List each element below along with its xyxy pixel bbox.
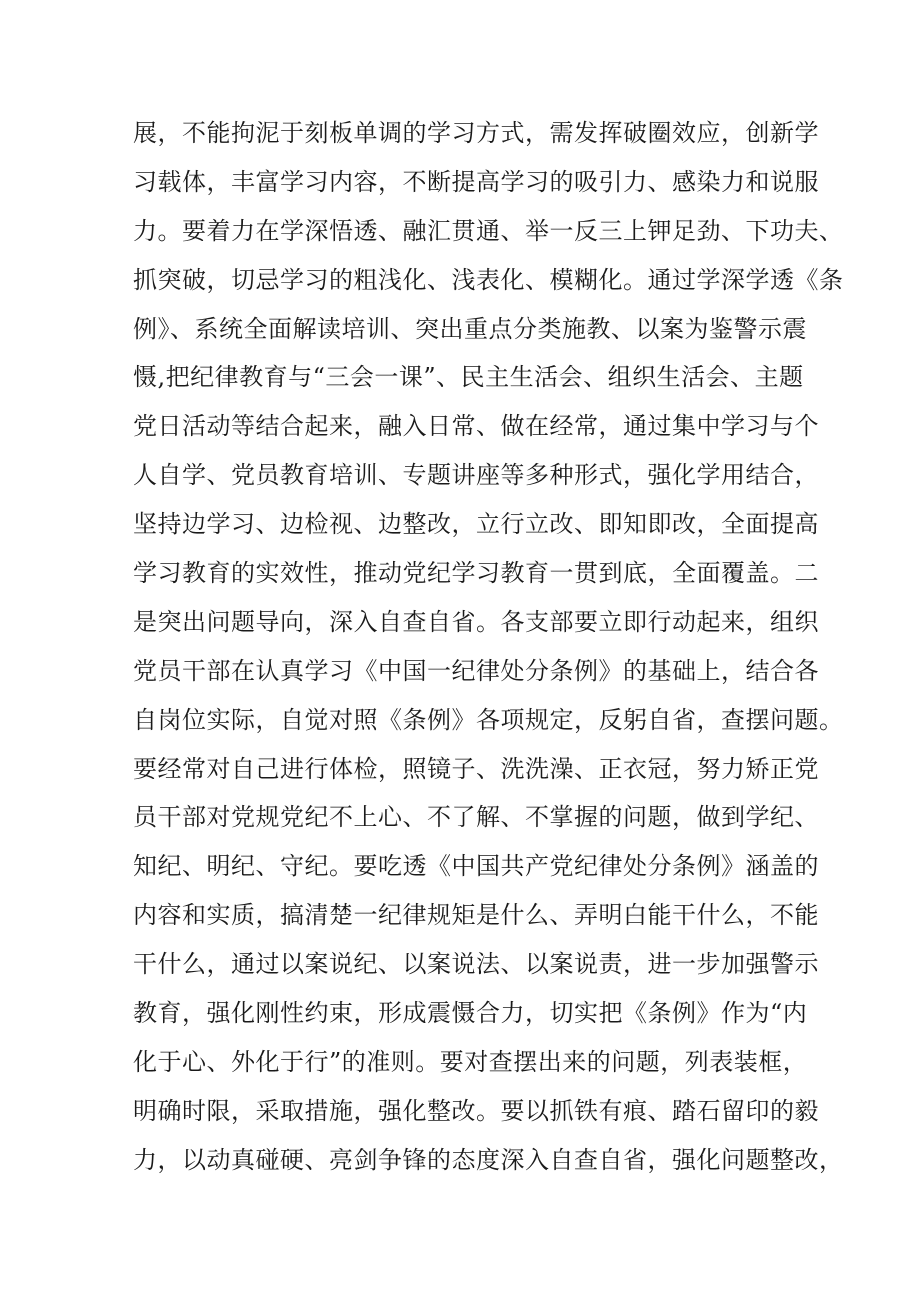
text-line: 内容和实质，搞清楚一纪律规矩是什么、弄明白能干什么，不能 — [133, 901, 819, 930]
text-line: 慑,把纪律教育与“三会一课”、民主生活会、组织生活会、主题 — [133, 363, 804, 392]
text-line: 自岗位实际，自觉对照《条例》各项规定，反躬自省，查摆问题。 — [133, 705, 844, 734]
text-line: 学习教育的实效性，推动党纪学习教育一贯到底，全面覆盖。二 — [133, 559, 819, 588]
text-line: 抓突破，切忌学习的粗浅化、浅表化、模糊化。通过学深学透《条 — [133, 265, 844, 294]
text-line: 是突出问题导向，深入自查自省。各支部要立即行动起来，组织 — [133, 607, 819, 636]
text-line: 员干部对党规党纪不上心、不了解、不掌握的问题，做到学纪、 — [133, 803, 819, 832]
text-line: 习载体，丰富学习内容，不断提高学习的吸引力、感染力和说服 — [133, 167, 819, 196]
text-line: 例》、系统全面解读培训、突出重点分类施教、以案为鉴警示震 — [133, 314, 807, 343]
text-line: 力，以动真碰硬、亮剑争锋的态度深入自查自省，强化问题整改， — [133, 1145, 844, 1174]
text-line: 力。要着力在学深悟透、融汇贯通、举一反三上钾足劲、下功夫、 — [133, 216, 844, 245]
text-line: 党日活动等结合起来，融入日常、做在经常，通过集中学习与个 — [133, 412, 819, 441]
body-text — [133, 109, 844, 1185]
text-line: 坚持边学习、边检视、边整改，立行立改、即知即改，全面提高 — [133, 510, 819, 539]
text-line: 明确时限，采取措施，强化整改。要以抓铁有痕、踏石留印的毅 — [133, 1096, 819, 1125]
text-line: 干什么，通过以案说纪、以案说法、以案说责，进一步加强警示 — [133, 950, 819, 979]
text-line: 教育，强化刚性约束，形成震慑合力，切实把《条例》作为“内 — [133, 999, 808, 1028]
text-line: 人自学、党员教育培训、专题讲座等多种形式，强化学用结合， — [133, 461, 819, 490]
text-line: 要经常对自己进行体检，照镜子、洗洗澡、正衣冠，努力矫正党 — [133, 754, 819, 783]
text-line: 知纪、明纪、守纪。要吃透《中国共产党纪律处分条例》涵盖的 — [133, 852, 819, 881]
text-line: 展，不能拘泥于刻板单调的学习方式，需发挥破圈效应，创新学 — [133, 119, 819, 147]
text-line: 党员干部在认真学习《中国一纪律处分条例》的基础上，结合各 — [133, 656, 819, 685]
text-line: 化于心、外化于行”的准则。要对查摆出来的问题，列表装框， — [133, 1047, 808, 1076]
